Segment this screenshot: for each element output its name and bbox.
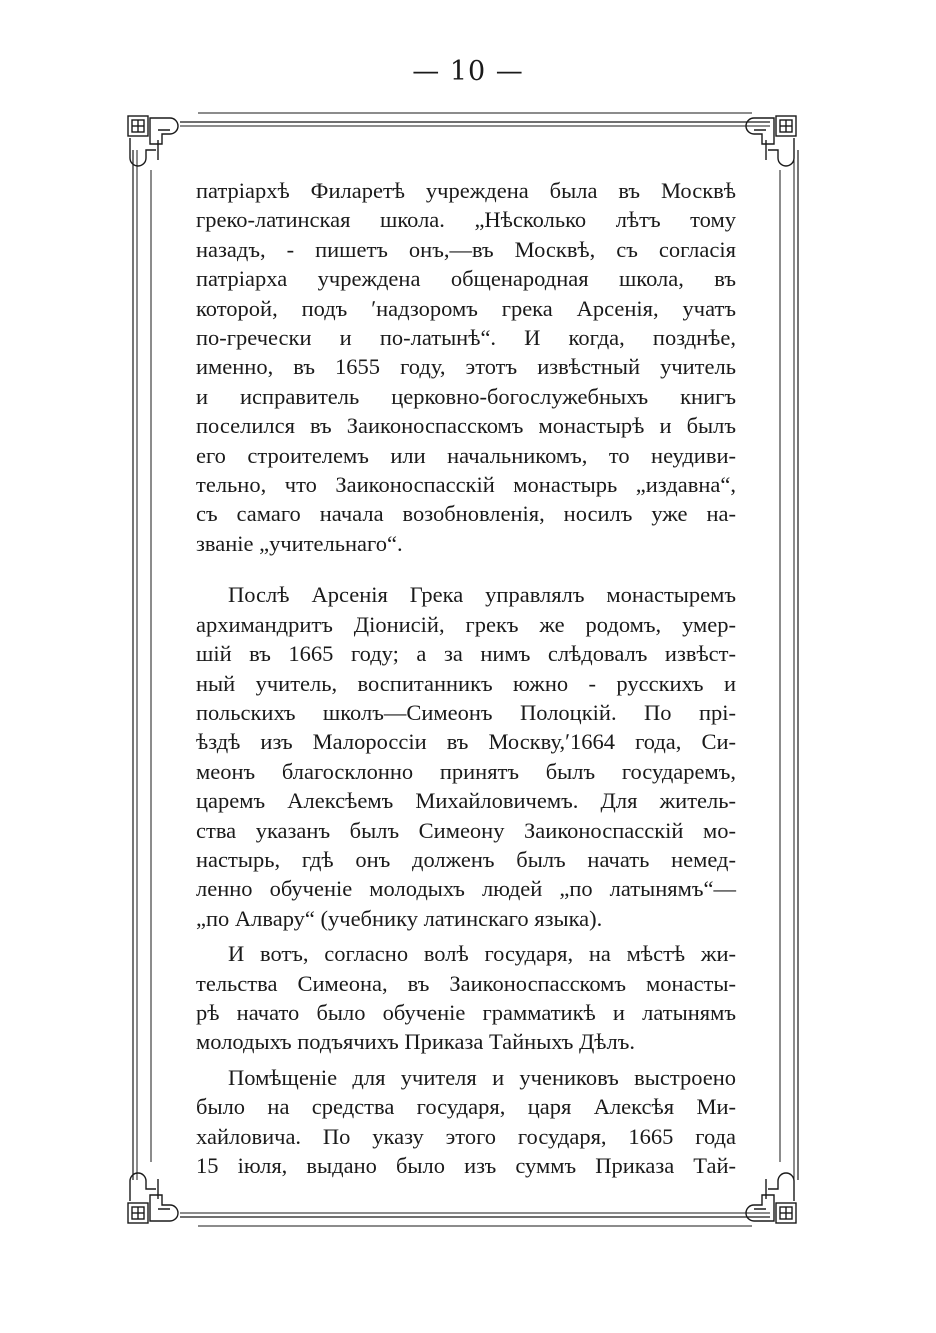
text-line: его строителемъ или начальникомъ, то неудиви- bbox=[196, 442, 736, 468]
corner-ornament-top-right bbox=[746, 116, 796, 166]
text-line: настырь, гдѣ онъ долженъ былъ начать немед- bbox=[196, 846, 736, 872]
paragraph-2 bbox=[196, 580, 736, 933]
corner-ornament-bottom-left bbox=[128, 1173, 178, 1223]
text-line: царемъ Алексѣемъ Михайловичемъ. Для житель- bbox=[196, 788, 736, 814]
text-line: и исправитель церковно-богослужебныхъ книгъ bbox=[196, 383, 736, 409]
corner-ornament-top-left bbox=[128, 116, 178, 166]
paragraph-1 bbox=[196, 176, 736, 558]
body-text bbox=[196, 176, 736, 1180]
text-line: съ самаго начала возобновленія, носилъ уже на- bbox=[196, 501, 736, 527]
text-line: патріархѣ Филаретѣ учреждена была въ Москвѣ bbox=[196, 178, 736, 203]
text-line: назадъ, - пишетъ онъ,—въ Москвѣ, съ согласія bbox=[196, 236, 736, 262]
text-line: ленно обученіе молодыхъ людей „по латынямъ“— bbox=[196, 876, 736, 902]
text-line: шій въ 1665 году; а за нимъ слѣдовалъ извѣст- bbox=[196, 641, 736, 667]
text-line: „по Алвару“ (учебнику латинскаго языка). bbox=[196, 905, 603, 931]
text-line: Послѣ Арсенія Грека управлялъ монастыремъ bbox=[228, 582, 736, 608]
text-line: молодыхъ подъячихъ Приказа Тайныхъ Дѣлъ. bbox=[196, 1029, 636, 1055]
text-line: греко-латинская школа. „Нѣсколько лѣтъ тому bbox=[196, 207, 736, 233]
text-line: польскихъ школъ—Симеонъ Полоцкій. По прі- bbox=[196, 699, 736, 725]
text-line: И вотъ, согласно волѣ государя, на мѣстѣ жи- bbox=[228, 941, 736, 967]
text-line: патріарха учреждена общенародная школа, въ bbox=[196, 266, 736, 292]
text-line: тельства Симеона, въ Заиконоспасскомъ монасты- bbox=[196, 970, 736, 996]
text-line: 15 іюля, выдано было изъ суммъ Приказа Тай- bbox=[196, 1153, 736, 1178]
text-line: было на средства государя, царя Алексѣя Ми- bbox=[196, 1094, 736, 1120]
page-number: — 10 — bbox=[412, 56, 524, 87]
paragraph-3 bbox=[196, 939, 736, 1057]
text-line: меонъ благосклонно принятъ былъ государемъ, bbox=[196, 758, 736, 784]
text-line: Помѣщеніе для учителя и учениковъ выстроено bbox=[228, 1064, 736, 1090]
text-line: ства указанъ былъ Симеону Заиконоспасскій мо- bbox=[196, 817, 736, 843]
text-line: ный учитель, воспитанникъ южно - русскихъ и bbox=[196, 670, 736, 696]
paragraph-4 bbox=[196, 1063, 736, 1181]
text-line: поселился въ Заиконоспасскомъ монастырѣ и былъ bbox=[196, 413, 736, 439]
text-line: хайловича. По указу этого государя, 1665 года bbox=[196, 1123, 736, 1149]
text-line: по-гречески и по-латынѣ“. И когда, позднѣе, bbox=[196, 325, 736, 351]
corner-ornament-bottom-right bbox=[746, 1173, 796, 1223]
text-line: ѣздѣ изъ Малороссіи въ Москву,ʹ1664 года, Си- bbox=[196, 729, 736, 755]
text-line: званіе „учительнаго“. bbox=[196, 530, 403, 556]
text-line: тельно, что Заиконоспасскій монастырь „издавна“, bbox=[196, 472, 736, 498]
text-line: которой, подъ ʹнадзоромъ грека Арсенія, учатъ bbox=[196, 295, 736, 321]
text-line: рѣ начато было обученіе грамматикѣ и латынямъ bbox=[196, 999, 736, 1025]
text-line: именно, въ 1655 году, этотъ извѣстный учитель bbox=[196, 354, 736, 380]
text-line: архимандритъ Діонисій, грекъ же родомъ, умер- bbox=[196, 611, 736, 637]
